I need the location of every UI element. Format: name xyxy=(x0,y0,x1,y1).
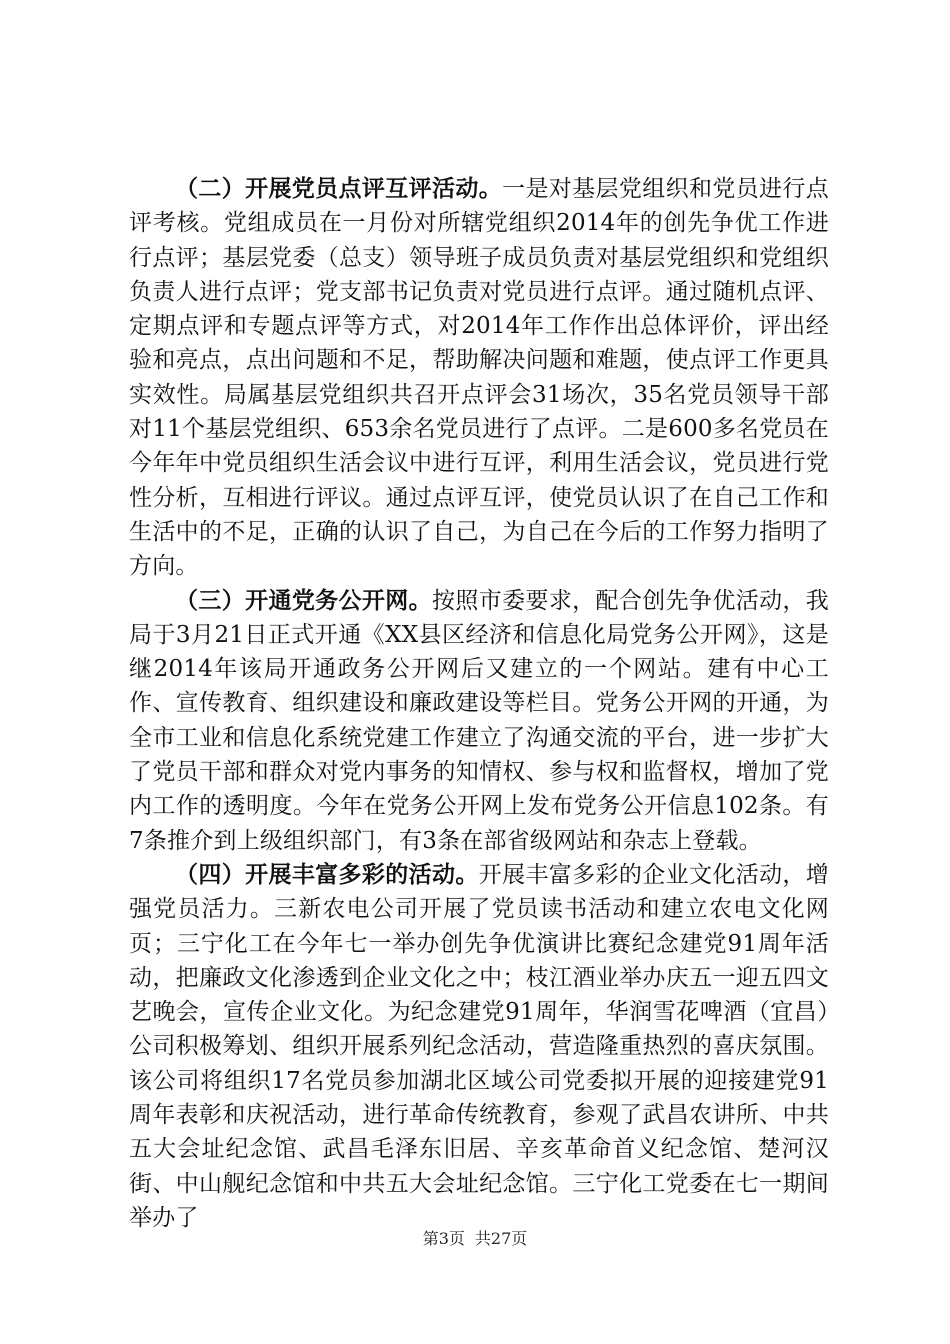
paragraph-party-member-review xyxy=(129,172,829,584)
document-body xyxy=(129,172,829,1235)
paragraph-text: 一是对基层党组织和党员进行点评考核。党组成员在一月份对所辖党组织2014年的创先争优工作进行点评；基层党委（总支）领导班子成员负责对基层党组织和党组织负责人进行点评；党支部书记负责对党员进行点评。通过随机点评、定期点评和专题点评等方式，对2014年工作作出总体评价，评出经验和亮点，点出问题和不足，帮助解决问题和难题，使点评工作更具实效性。局属基层党组织共召开点评会31场次，35名党员领导干部对11个基层党组织、653余名党员进行了点评。二是600多名党员在今年年中党员组织生活会议中进行互评，利用生活会议，党员进行党性分析，互相进行评议。通过点评互评，使党员认识了在自己工作和生活中的不足，正确的认识了自己，为自己在今后的工作努力指明了方向。 xyxy=(129,176,829,580)
section-heading-2: （二）开展党员点评互评活动。 xyxy=(175,176,503,202)
page-number: 第3页 xyxy=(422,1229,465,1248)
section-heading-3: （三）开通党务公开网。 xyxy=(175,587,432,614)
paragraph-text: 按照市委要求，配合创先争优活动，我局于3月21日正式开通《XX县区经济和信息化局党务公开网》，这是继2014年该局开通政务公开网后又建立的一个网站。建有中心工作、宣传教育、组织建设和廉政建设等栏目。党务公开网的开通，为全市工业和信息化系统党建工作建立了沟通交流的平台，进一步扩大了党员干部和群众对党内事务的知情权、参与权和监督权，增加了党内工作的透明度。今年在党务公开网上发布党务公开信息102条。有7条推介到上级组织部门，有3条在部省级网站和杂志上登载。 xyxy=(129,587,830,854)
page-total: 共27页 xyxy=(474,1229,528,1248)
section-heading-4: （四）开展丰富多彩的活动。 xyxy=(175,861,479,888)
paragraph-party-affairs-website xyxy=(129,584,829,858)
paragraph-activities xyxy=(129,858,829,1235)
paragraph-text: 开展丰富多彩的企业文化活动，增强党员活力。三新农电公司开展了党员读书活动和建立农电文化网页；三宁化工在今年七一举办创先争优演讲比赛纪念建党91周年活动，把廉政文化渗透到企业文化之中；枝江酒业举办庆五一迎五四文艺晚会，宣传企业文化。为纪念建党91周年，华润雪花啤酒（宜昌）公司积极筹划、组织开展系列纪念活动，营造隆重热烈的喜庆氛围。该公司将组织17名党员参加湖北区域公司党委拟开展的迎接建党91周年表彰和庆祝活动，进行革命传统教育，参观了武昌农讲所、中共五大会址纪念馆、武昌毛泽东旧居、辛亥革命首义纪念馆、楚河汉街、中山舰纪念馆和中共五大会址纪念馆。三宁化工党委在七一期间举办了 xyxy=(129,861,829,1231)
page-footer xyxy=(0,1226,950,1249)
